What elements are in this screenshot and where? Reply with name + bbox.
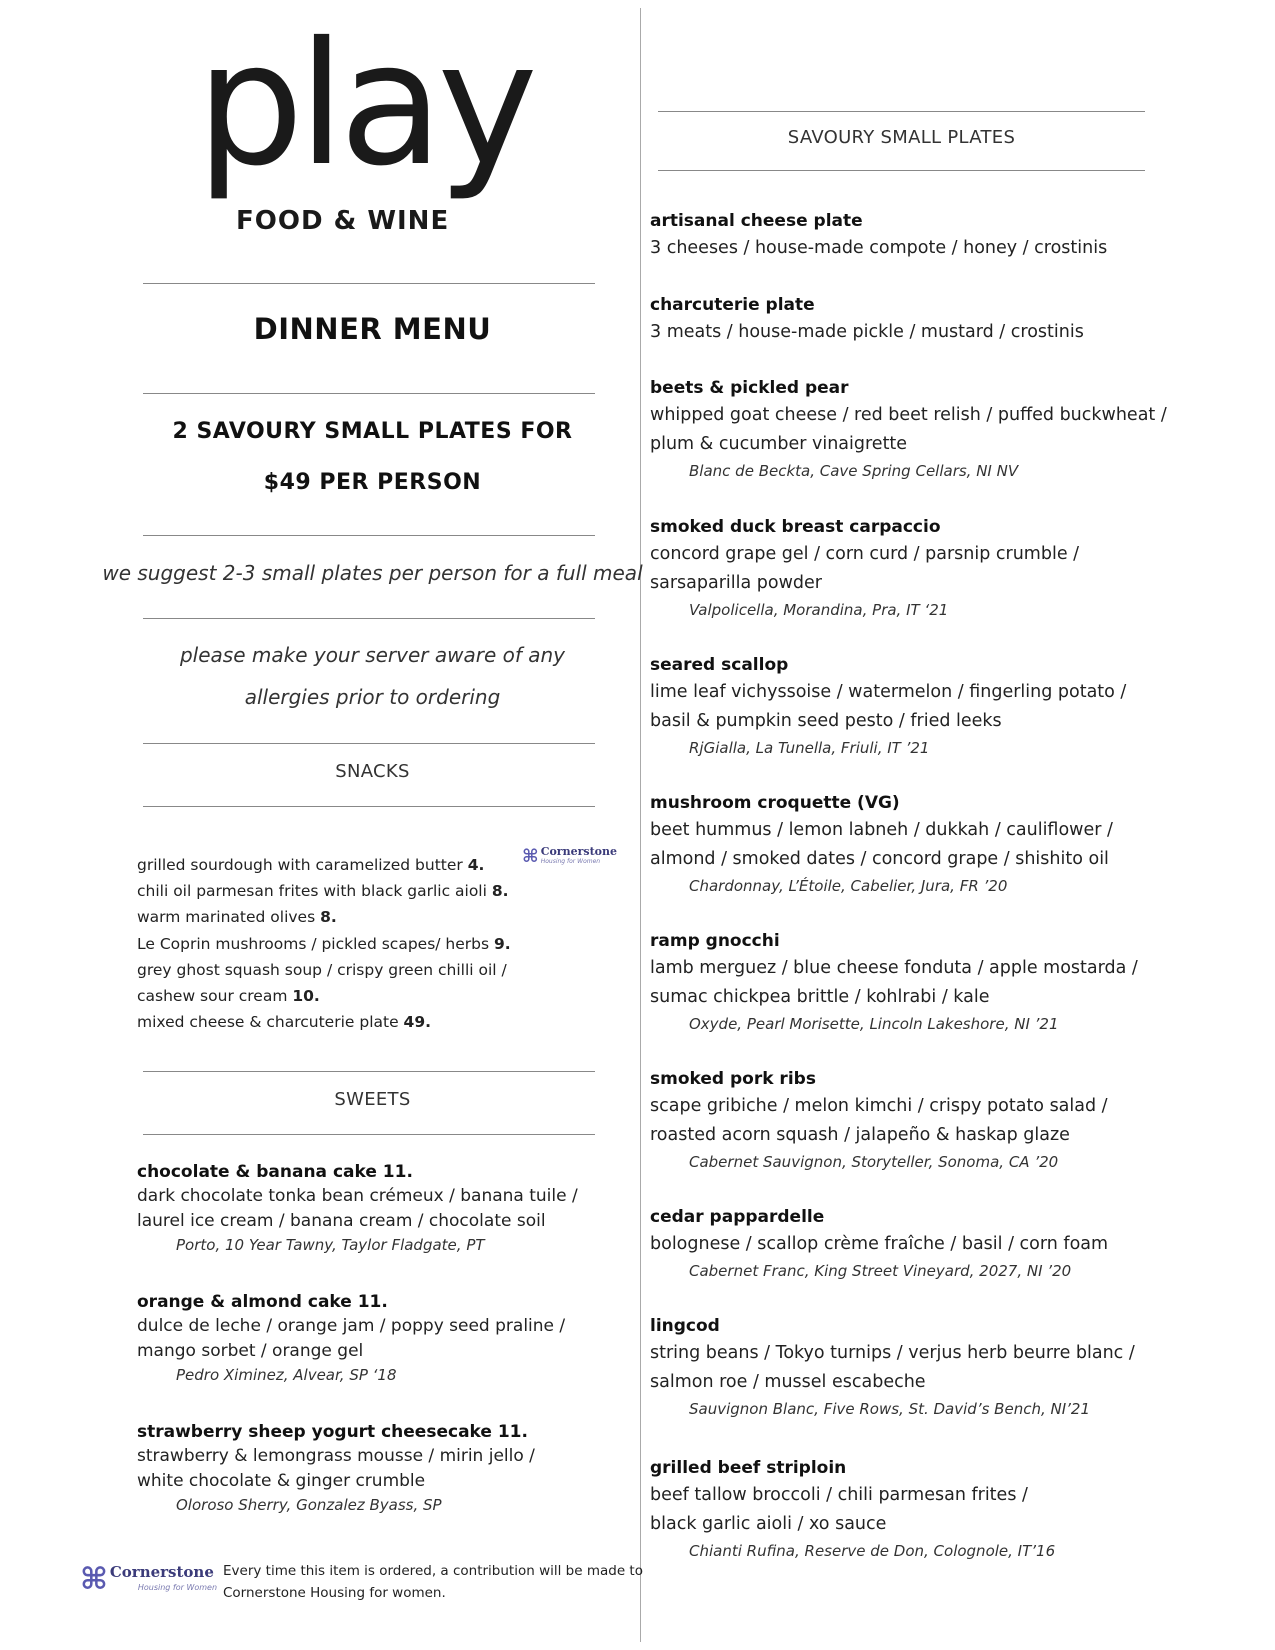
item-name: grilled beef striploin bbox=[650, 1458, 847, 1478]
divider bbox=[658, 170, 1145, 171]
promo-line-1: 2 SAVOURY SMALL PLATES FOR bbox=[172, 419, 573, 444]
item-name: charcuterie plate bbox=[650, 295, 815, 315]
item-name: cedar pappardelle bbox=[650, 1207, 825, 1227]
wine-pairing: Sauvignon Blanc, Five Rows, St. David’s Bench, NI’21 bbox=[689, 1400, 1090, 1418]
divider bbox=[143, 393, 595, 394]
sweet-item bbox=[137, 1420, 637, 1517]
divider bbox=[143, 535, 595, 536]
sweets-heading: SWEETS bbox=[334, 1089, 411, 1110]
item-description: dark chocolate tonka bean crémeux / banana tuile / bbox=[137, 1186, 578, 1206]
item-description: lime leaf vichyssoise / watermelon / fingerling potato / bbox=[650, 682, 1127, 702]
item-name: lingcod bbox=[650, 1316, 720, 1336]
dish-item bbox=[650, 790, 1195, 898]
wine-pairing: Chardonnay, L’Étoile, Cabelier, Jura, FR ’20 bbox=[689, 877, 1008, 895]
snacks-list bbox=[137, 852, 511, 1035]
item-description: dulce de leche / orange jam / poppy seed praline / bbox=[137, 1316, 566, 1336]
sweet-item bbox=[137, 1160, 637, 1257]
wine-pairing: Oxyde, Pearl Morisette, Lincoln Lakeshore, NI ’21 bbox=[689, 1015, 1059, 1033]
dish-item bbox=[650, 208, 1195, 263]
item-description: lamb merguez / blue cheese fonduta / apple mostarda / bbox=[650, 958, 1138, 978]
item-name: strawberry sheep yogurt cheesecake 11. bbox=[137, 1422, 528, 1442]
wine-pairing: Oloroso Sherry, Gonzalez Byass, SP bbox=[176, 1496, 442, 1514]
promo-line-2: $49 PER PERSON bbox=[263, 470, 482, 495]
item-name: smoked duck breast carpaccio bbox=[650, 517, 941, 537]
allergy-note-line-2: allergies prior to ordering bbox=[244, 685, 501, 709]
wine-pairing: Porto, 10 Year Tawny, Taylor Fladgate, PT bbox=[176, 1236, 485, 1254]
dish-item bbox=[650, 1204, 1195, 1283]
item-description: white chocolate & ginger crumble bbox=[137, 1471, 426, 1491]
item-description: scape gribiche / melon kimchi / crispy potato salad / bbox=[650, 1096, 1108, 1116]
item-description: 3 cheeses / house-made compote / honey / crostinis bbox=[650, 238, 1108, 258]
item-name: ramp gnocchi bbox=[650, 931, 780, 951]
item-description: sarsaparilla powder bbox=[650, 573, 822, 593]
divider bbox=[143, 1134, 595, 1135]
list-item: chili oil parmesan frites with black garlic aioli 8. bbox=[137, 882, 509, 901]
list-item: Le Coprin mushrooms / pickled scapes/ herbs 9. bbox=[137, 934, 511, 953]
sweet-item bbox=[137, 1290, 637, 1387]
item-description: mango sorbet / orange gel bbox=[137, 1341, 364, 1361]
dish-item bbox=[650, 1455, 1195, 1563]
cornerstone-logo: ⌘ Cornerstone Housing for Women bbox=[80, 1562, 218, 1597]
item-description: salmon roe / mussel escabeche bbox=[650, 1372, 926, 1392]
dish-item bbox=[650, 1066, 1195, 1174]
cornerstone-logo-small: ⌘ Cornerstone Housing for Women bbox=[522, 844, 617, 867]
item-name: orange & almond cake 11. bbox=[137, 1292, 388, 1312]
list-item: cashew sour cream 10. bbox=[137, 987, 320, 1006]
list-item: warm marinated olives 8. bbox=[137, 908, 337, 927]
item-name: smoked pork ribs bbox=[650, 1069, 816, 1089]
suggestion-note: we suggest 2-3 small plates per person for a full meal bbox=[102, 561, 643, 585]
wine-pairing: Cabernet Sauvignon, Storyteller, Sonoma, CA ’20 bbox=[689, 1153, 1059, 1171]
item-description: sumac chickpea brittle / kohlrabi / kale bbox=[650, 987, 990, 1007]
item-name: chocolate & banana cake 11. bbox=[137, 1162, 413, 1182]
allergy-note-line-1: please make your server aware of any bbox=[179, 643, 566, 667]
list-item: mixed cheese & charcuterie plate 49. bbox=[137, 1013, 432, 1032]
list-item: grey ghost squash soup / crispy green chilli oil / bbox=[137, 960, 507, 979]
column-divider bbox=[640, 8, 641, 1642]
divider bbox=[143, 1071, 595, 1072]
donation-footnote: Every time this item is ordered, a contribution will be made to Cornerstone Housing for women. bbox=[223, 1563, 643, 1601]
wine-pairing: Cabernet Franc, King Street Vineyard, 2027, NI ’20 bbox=[689, 1262, 1072, 1280]
item-description: strawberry & lemongrass mousse / mirin jello / bbox=[137, 1446, 535, 1466]
item-description: bolognese / scallop crème fraîche / basil / corn foam bbox=[650, 1234, 1109, 1254]
divider bbox=[143, 283, 595, 284]
dish-item bbox=[650, 928, 1195, 1036]
dish-item bbox=[650, 292, 1195, 347]
item-description: black garlic aioli / xo sauce bbox=[650, 1514, 887, 1534]
wine-pairing: Valpolicella, Morandina, Pra, IT ‘21 bbox=[689, 601, 949, 619]
logo-subtitle: FOOD & WINE bbox=[236, 206, 450, 236]
item-name: beets & pickled pear bbox=[650, 378, 849, 398]
divider bbox=[143, 618, 595, 619]
list-item: grilled sourdough with caramelized butter 4. bbox=[137, 856, 485, 874]
item-description: basil & pumpkin seed pesto / fried leeks bbox=[650, 711, 1002, 731]
dish-item bbox=[650, 514, 1195, 622]
dish-item bbox=[650, 375, 1195, 483]
item-description: almond / smoked dates / concord grape / shishito oil bbox=[650, 849, 1109, 869]
item-name: artisanal cheese plate bbox=[650, 211, 863, 231]
wine-pairing: Pedro Ximinez, Alvear, SP ‘18 bbox=[176, 1366, 397, 1384]
savoury-heading: SAVOURY SMALL PLATES bbox=[787, 127, 1016, 148]
divider bbox=[658, 111, 1145, 112]
wine-pairing: Blanc de Beckta, Cave Spring Cellars, NI NV bbox=[689, 462, 1019, 480]
dish-item bbox=[650, 652, 1195, 760]
cornerstone-icon: ⌘ bbox=[522, 846, 539, 867]
item-name: mushroom croquette (VG) bbox=[650, 793, 900, 813]
snacks-heading: SNACKS bbox=[335, 761, 410, 782]
item-description: beef tallow broccoli / chili parmesan frites / bbox=[650, 1485, 1028, 1505]
item-name: seared scallop bbox=[650, 655, 789, 675]
divider bbox=[143, 806, 595, 807]
item-description: laurel ice cream / banana cream / chocolate soil bbox=[137, 1211, 546, 1231]
item-description: 3 meats / house-made pickle / mustard / crostinis bbox=[650, 322, 1084, 342]
item-description: concord grape gel / corn curd / parsnip crumble / bbox=[650, 544, 1080, 564]
cornerstone-icon: ⌘ bbox=[80, 1562, 108, 1597]
page-title: DINNER MENU bbox=[253, 312, 492, 346]
item-description: whipped goat cheese / red beet relish / puffed buckwheat / bbox=[650, 405, 1167, 425]
item-description: roasted acorn squash / jalapeño & haskap glaze bbox=[650, 1125, 1070, 1145]
wine-pairing: RjGialla, La Tunella, Friuli, IT ’21 bbox=[689, 739, 930, 757]
item-description: beet hummus / lemon labneh / dukkah / cauliflower / bbox=[650, 820, 1113, 840]
dish-item bbox=[650, 1313, 1195, 1421]
item-description: plum & cucumber vinaigrette bbox=[650, 434, 908, 454]
wine-pairing: Chianti Rufina, Reserve de Don, Colognole, IT’16 bbox=[689, 1542, 1056, 1560]
logo-wordmark: play bbox=[196, 6, 532, 204]
divider bbox=[143, 743, 595, 744]
item-description: string beans / Tokyo turnips / verjus herb beurre blanc / bbox=[650, 1343, 1135, 1363]
